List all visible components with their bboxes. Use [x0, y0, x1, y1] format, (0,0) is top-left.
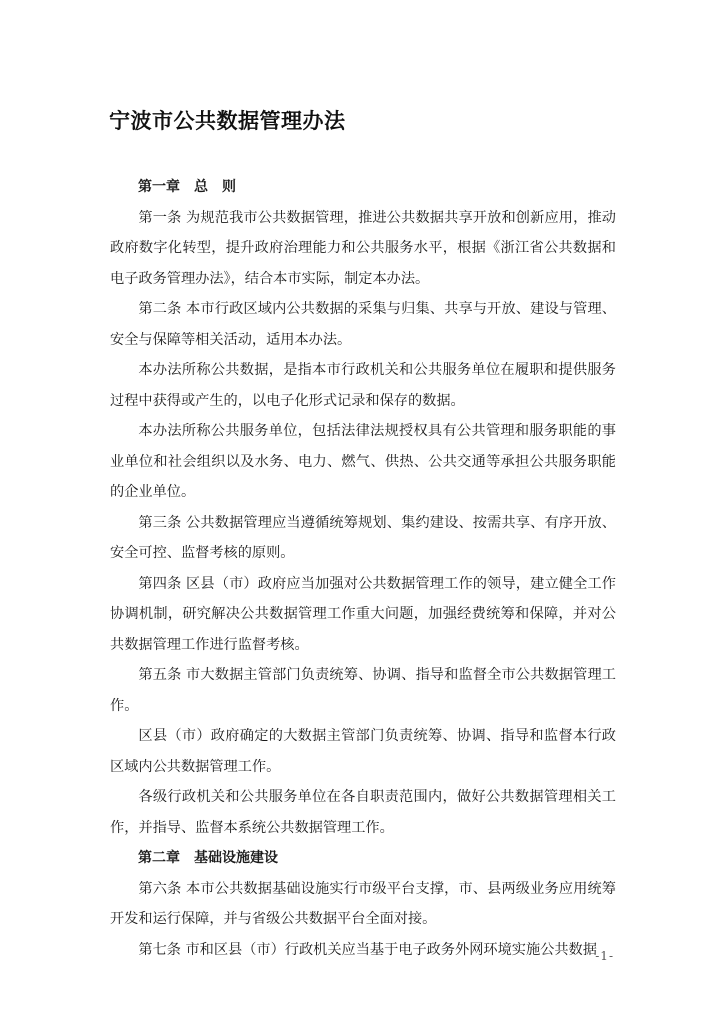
- article-paragraph: 各级行政机关和公共服务单位在各自职责范围内，做好公共数据管理相关工作，并指导、监督本系统公共数据管理工作。: [110, 789, 616, 836]
- article-paragraph: 本办法所称公共数据，是指本市行政机关和公共服务单位在履职和提供服务过程中获得或产生的，以电子化形式记录和保存的数据。: [110, 362, 616, 409]
- article-paragraph: 第七条 市和区县（市）行政机关应当基于电子政务外网环境实施公共数据: [138, 941, 597, 958]
- document-title: 宁波市公共数据管理办法: [109, 109, 346, 133]
- document-body: [110, 172, 616, 965]
- chapter-heading: 第一章 总 则: [138, 179, 236, 195]
- page-number: -1-: [595, 949, 614, 963]
- article-paragraph: 第五条 市大数据主管部门负责统筹、协调、指导和监督全市公共数据管理工作。: [110, 667, 616, 714]
- article-paragraph: 第四条 区县（市）政府应当加强对公共数据管理工作的领导，建立健全工作协调机制，研究解决公共数据管理工作重大问题，加强经费统筹和保障，并对公共数据管理工作进行监督考核。: [110, 575, 616, 653]
- article-paragraph: 第三条 公共数据管理应当遵循统筹规划、集约建设、按需共享、有序开放、安全可控、监督考核的原则。: [110, 514, 616, 561]
- article-paragraph: 第六条 本市公共数据基础设施实行市级平台支撑，市、县两级业务应用统筹开发和运行保障，并与省级公共数据平台全面对接。: [110, 880, 616, 927]
- article-paragraph: 第二条 本市行政区域内公共数据的采集与归集、共享与开放、建设与管理、安全与保障等相关活动，适用本办法。: [110, 301, 616, 348]
- article-paragraph: 本办法所称公共服务单位，包括法律法规授权具有公共管理和服务职能的事业单位和社会组织以及水务、电力、燃气、供热、公共交通等承担公共服务职能的企业单位。: [110, 423, 616, 500]
- chapter-heading: 第二章 基础设施建设: [138, 850, 278, 866]
- article-paragraph: 第一条 为规范我市公共数据管理，推进公共数据共享开放和创新应用，推动政府数字化转型，提升政府治理能力和公共服务水平，根据《浙江省公共数据和电子政务管理办法》，结合本市实际，制定本办法。: [110, 209, 616, 287]
- article-paragraph: 区县（市）政府确定的大数据主管部门负责统筹、协调、指导和监督本行政区域内公共数据管理工作。: [110, 728, 616, 775]
